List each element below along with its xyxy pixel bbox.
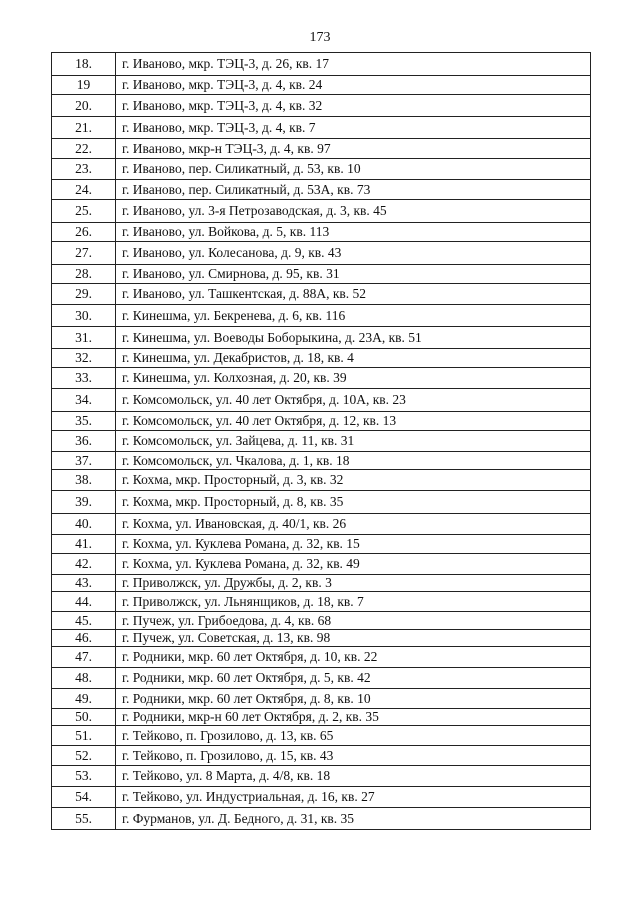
- row-number: 21.: [52, 117, 116, 139]
- row-address: г. Фурманов, ул. Д. Бедного, д. 31, кв. 35: [116, 808, 591, 830]
- row-number: 45.: [52, 612, 116, 630]
- row-address: г. Иваново, мкр. ТЭЦ-3, д. 4, кв. 7: [116, 117, 591, 139]
- row-address: г. Комсомольск, ул. 40 лет Октября, д. 12, кв. 13: [116, 412, 591, 431]
- row-address: г. Кохма, ул. Куклева Романа, д. 32, кв. 15: [116, 535, 591, 554]
- table-row: [52, 668, 591, 689]
- row-number: 36.: [52, 431, 116, 452]
- row-number: 44.: [52, 592, 116, 612]
- row-number: 46.: [52, 630, 116, 647]
- table-row: [52, 726, 591, 746]
- row-address: г. Комсомольск, ул. Чкалова, д. 1, кв. 18: [116, 452, 591, 470]
- row-number: 55.: [52, 808, 116, 830]
- row-number: 38.: [52, 470, 116, 491]
- table-row: [52, 612, 591, 630]
- table-row: [52, 327, 591, 349]
- row-address: г. Кинешма, ул. Бекренева, д. 6, кв. 116: [116, 305, 591, 327]
- row-address: г. Приволжск, ул. Дружбы, д. 2, кв. 3: [116, 575, 591, 592]
- row-address: г. Иваново, мкр. ТЭЦ-3, д. 4, кв. 32: [116, 95, 591, 117]
- table-row: [52, 265, 591, 284]
- row-number: 52.: [52, 746, 116, 766]
- row-number: 50.: [52, 709, 116, 726]
- row-number: 39.: [52, 491, 116, 514]
- row-number: 47.: [52, 647, 116, 668]
- table-row: [52, 117, 591, 139]
- row-number: 27.: [52, 242, 116, 265]
- row-number: 42.: [52, 554, 116, 575]
- table-row: [52, 389, 591, 412]
- table-row: [52, 766, 591, 787]
- table-row: [52, 180, 591, 200]
- row-number: 53.: [52, 766, 116, 787]
- table-row: [52, 746, 591, 766]
- row-number: 19: [52, 76, 116, 95]
- row-number: 48.: [52, 668, 116, 689]
- row-number: 41.: [52, 535, 116, 554]
- row-number: 23.: [52, 159, 116, 180]
- row-number: 35.: [52, 412, 116, 431]
- row-address: г. Тейково, п. Грозилово, д. 13, кв. 65: [116, 726, 591, 746]
- row-address: г. Приволжск, ул. Льнянщиков, д. 18, кв. 7: [116, 592, 591, 612]
- table-row: [52, 223, 591, 242]
- row-address: г. Кохма, мкр. Просторный, д. 8, кв. 35: [116, 491, 591, 514]
- row-number: 54.: [52, 787, 116, 808]
- row-address: г. Тейково, ул. 8 Марта, д. 4/8, кв. 18: [116, 766, 591, 787]
- row-address: г. Иваново, пер. Силикатный, д. 53А, кв. 73: [116, 180, 591, 200]
- table-row: [52, 159, 591, 180]
- table-row: [52, 470, 591, 491]
- table-row: [52, 368, 591, 389]
- row-address: г. Иваново, мкр-н ТЭЦ-3, д. 4, кв. 97: [116, 139, 591, 159]
- row-address: г. Кинешма, ул. Декабристов, д. 18, кв. 4: [116, 349, 591, 368]
- row-number: 26.: [52, 223, 116, 242]
- row-address: г. Родники, мкр. 60 лет Октября, д. 5, кв. 42: [116, 668, 591, 689]
- table-row: [52, 53, 591, 76]
- row-number: 49.: [52, 689, 116, 709]
- row-address: г. Иваново, мкр. ТЭЦ-3, д. 26, кв. 17: [116, 53, 591, 76]
- row-number: 51.: [52, 726, 116, 746]
- row-address: г. Иваново, ул. Смирнова, д. 95, кв. 31: [116, 265, 591, 284]
- row-address: г. Кохма, мкр. Просторный, д. 3, кв. 32: [116, 470, 591, 491]
- row-address: г. Родники, мкр-н 60 лет Октября, д. 2, кв. 35: [116, 709, 591, 726]
- row-address: г. Кинешма, ул. Колхозная, д. 20, кв. 39: [116, 368, 591, 389]
- row-address: г. Тейково, п. Грозилово, д. 15, кв. 43: [116, 746, 591, 766]
- table-row: [52, 452, 591, 470]
- row-address: г. Родники, мкр. 60 лет Октября, д. 10, кв. 22: [116, 647, 591, 668]
- row-address: г. Иваново, ул. Войкова, д. 5, кв. 113: [116, 223, 591, 242]
- row-address: г. Комсомольск, ул. Зайцева, д. 11, кв. 31: [116, 431, 591, 452]
- table-row: [52, 808, 591, 830]
- table-row: [52, 787, 591, 808]
- address-table: [51, 52, 591, 830]
- table-row: [52, 689, 591, 709]
- table-row: [52, 305, 591, 327]
- row-address: г. Иваново, ул. Ташкентская, д. 88А, кв. 52: [116, 284, 591, 305]
- row-number: 28.: [52, 265, 116, 284]
- row-number: 29.: [52, 284, 116, 305]
- table-row: [52, 491, 591, 514]
- row-address: г. Кохма, ул. Ивановская, д. 40/1, кв. 26: [116, 514, 591, 535]
- row-address: г. Иваново, пер. Силикатный, д. 53, кв. 10: [116, 159, 591, 180]
- row-number: 30.: [52, 305, 116, 327]
- page-number: 173: [309, 30, 331, 45]
- row-number: 37.: [52, 452, 116, 470]
- table-row: [52, 200, 591, 223]
- row-number: 20.: [52, 95, 116, 117]
- row-number: 34.: [52, 389, 116, 412]
- table-row: [52, 242, 591, 265]
- row-address: г. Комсомольск, ул. 40 лет Октября, д. 10А, кв. 23: [116, 389, 591, 412]
- table-row: [52, 514, 591, 535]
- row-number: 40.: [52, 514, 116, 535]
- table-row: [52, 284, 591, 305]
- table-row: [52, 554, 591, 575]
- row-number: 32.: [52, 349, 116, 368]
- table-row: [52, 349, 591, 368]
- row-number: 31.: [52, 327, 116, 349]
- row-address: г. Иваново, мкр. ТЭЦ-3, д. 4, кв. 24: [116, 76, 591, 95]
- row-address: г. Тейково, ул. Индустриальная, д. 16, кв. 27: [116, 787, 591, 808]
- table-row: [52, 431, 591, 452]
- row-number: 25.: [52, 200, 116, 223]
- table-row: [52, 76, 591, 95]
- row-number: 18.: [52, 53, 116, 76]
- table-row: [52, 412, 591, 431]
- row-address: г. Пучеж, ул. Грибоедова, д. 4, кв. 68: [116, 612, 591, 630]
- table-row: [52, 95, 591, 117]
- table-row: [52, 535, 591, 554]
- row-address: г. Пучеж, ул. Советская, д. 13, кв. 98: [116, 630, 591, 647]
- row-address: г. Иваново, ул. Колесанова, д. 9, кв. 43: [116, 242, 591, 265]
- table-row: [52, 575, 591, 592]
- table-row: [52, 709, 591, 726]
- row-address: г. Иваново, ул. 3-я Петрозаводская, д. 3, кв. 45: [116, 200, 591, 223]
- row-number: 33.: [52, 368, 116, 389]
- row-number: 22.: [52, 139, 116, 159]
- row-number: 24.: [52, 180, 116, 200]
- table-row: [52, 647, 591, 668]
- table-row: [52, 630, 591, 647]
- table-row: [52, 592, 591, 612]
- row-number: 43.: [52, 575, 116, 592]
- row-address: г. Кохма, ул. Куклева Романа, д. 32, кв. 49: [116, 554, 591, 575]
- row-address: г. Кинешма, ул. Воеводы Боборыкина, д. 23А, кв. 51: [116, 327, 591, 349]
- address-table-body: [52, 53, 591, 830]
- row-address: г. Родники, мкр. 60 лет Октября, д. 8, кв. 10: [116, 689, 591, 709]
- table-row: [52, 139, 591, 159]
